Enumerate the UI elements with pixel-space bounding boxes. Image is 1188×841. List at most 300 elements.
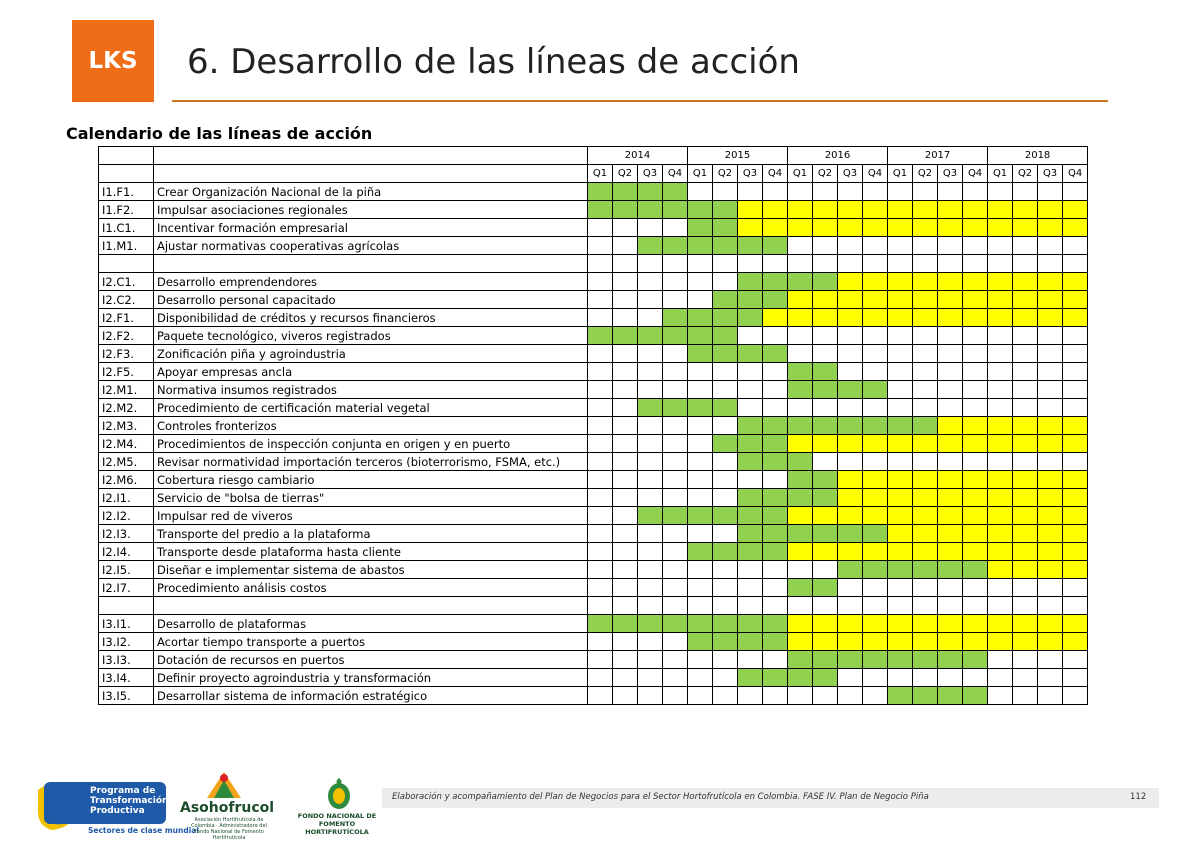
quarter-header: Q4 <box>663 165 688 183</box>
schedule-cell-green <box>713 291 738 309</box>
schedule-cell-yellow <box>988 291 1013 309</box>
asohofrucol-subtitle: Asociación Hortifrutícola de Colombia · Administradora del Fondo Nacional de Fomento Hortifrutícola <box>191 817 267 841</box>
schedule-cell-yellow <box>913 273 938 291</box>
schedule-cell-green <box>738 345 763 363</box>
schedule-cell-empty <box>813 237 838 255</box>
schedule-cell-empty <box>663 651 688 669</box>
schedule-cell-empty <box>588 219 613 237</box>
schedule-cell-empty <box>938 363 963 381</box>
schedule-cell-yellow <box>1013 543 1038 561</box>
schedule-cell-empty <box>913 669 938 687</box>
schedule-cell-green <box>688 633 713 651</box>
table-row <box>99 201 1088 219</box>
schedule-cell-empty <box>613 417 638 435</box>
header-blank-code <box>99 147 154 165</box>
schedule-cell-empty <box>588 525 613 543</box>
schedule-cell-empty <box>738 363 763 381</box>
schedule-cell-empty <box>1013 255 1038 273</box>
action-code: I3.I4. <box>99 669 154 687</box>
table-row <box>99 507 1088 525</box>
schedule-cell-yellow <box>988 525 1013 543</box>
schedule-cell-yellow <box>988 309 1013 327</box>
schedule-cell-yellow <box>1013 435 1038 453</box>
gantt-calendar-table <box>98 146 1088 705</box>
schedule-cell-green <box>588 327 613 345</box>
schedule-cell-green <box>788 651 813 669</box>
schedule-cell-green <box>738 507 763 525</box>
schedule-cell-yellow <box>1063 561 1088 579</box>
table-row <box>99 417 1088 435</box>
action-name: Procedimiento análisis costos <box>154 579 588 597</box>
schedule-cell-empty <box>1013 237 1038 255</box>
schedule-cell-yellow <box>1063 615 1088 633</box>
schedule-cell-green <box>913 651 938 669</box>
table-row <box>99 219 1088 237</box>
schedule-cell-yellow <box>888 309 913 327</box>
schedule-cell-empty <box>588 399 613 417</box>
schedule-cell-empty <box>713 687 738 705</box>
schedule-cell-yellow <box>938 435 963 453</box>
schedule-cell-green <box>938 687 963 705</box>
schedule-cell-green <box>963 561 988 579</box>
quarter-header: Q3 <box>638 165 663 183</box>
schedule-cell-green <box>713 399 738 417</box>
schedule-cell-empty <box>763 579 788 597</box>
schedule-cell-empty <box>1013 327 1038 345</box>
schedule-cell-empty <box>963 363 988 381</box>
schedule-cell-green <box>763 453 788 471</box>
table-row <box>99 525 1088 543</box>
schedule-cell-empty <box>638 417 663 435</box>
schedule-cell-empty <box>1038 399 1063 417</box>
schedule-cell-yellow <box>788 219 813 237</box>
table-row <box>99 255 1088 273</box>
schedule-cell-yellow <box>813 633 838 651</box>
table-row <box>99 669 1088 687</box>
quarter-header: Q4 <box>1063 165 1088 183</box>
schedule-cell-empty <box>788 399 813 417</box>
schedule-cell-yellow <box>1063 525 1088 543</box>
section-subtitle: Calendario de las líneas de acción <box>66 124 373 143</box>
action-code: I2.M1. <box>99 381 154 399</box>
schedule-cell-green <box>813 579 838 597</box>
schedule-cell-empty <box>613 633 638 651</box>
schedule-cell-empty <box>588 363 613 381</box>
schedule-cell-yellow <box>913 525 938 543</box>
schedule-cell-green <box>638 237 663 255</box>
schedule-cell-yellow <box>788 633 813 651</box>
schedule-cell-empty <box>963 669 988 687</box>
schedule-cell-yellow <box>1013 633 1038 651</box>
schedule-cell-yellow <box>938 489 963 507</box>
schedule-cell-empty <box>1038 453 1063 471</box>
year-header: 2016 <box>788 147 888 165</box>
schedule-cell-empty <box>688 417 713 435</box>
schedule-cell-yellow <box>963 435 988 453</box>
schedule-cell-empty <box>663 417 688 435</box>
schedule-cell-empty <box>688 651 713 669</box>
schedule-cell-empty <box>738 327 763 345</box>
schedule-cell-yellow <box>788 291 813 309</box>
schedule-cell-empty <box>813 255 838 273</box>
schedule-cell-green <box>813 669 838 687</box>
schedule-cell-green <box>813 489 838 507</box>
schedule-cell-yellow <box>1013 471 1038 489</box>
schedule-cell-empty <box>1013 345 1038 363</box>
schedule-cell-yellow <box>938 615 963 633</box>
schedule-cell-yellow <box>938 633 963 651</box>
schedule-cell-empty <box>663 489 688 507</box>
schedule-cell-empty <box>988 345 1013 363</box>
schedule-cell-yellow <box>1063 273 1088 291</box>
schedule-cell-green <box>763 543 788 561</box>
schedule-cell-empty <box>638 687 663 705</box>
schedule-cell-yellow <box>813 219 838 237</box>
action-code: I1.F2. <box>99 201 154 219</box>
schedule-cell-yellow <box>988 561 1013 579</box>
schedule-cell-empty <box>638 543 663 561</box>
table-row <box>99 237 1088 255</box>
schedule-cell-green <box>913 417 938 435</box>
schedule-cell-green <box>638 507 663 525</box>
schedule-cell-empty <box>638 489 663 507</box>
schedule-cell-yellow <box>838 615 863 633</box>
schedule-cell-yellow <box>938 309 963 327</box>
schedule-cell-green <box>763 345 788 363</box>
schedule-cell-empty <box>813 597 838 615</box>
schedule-cell-yellow <box>838 309 863 327</box>
schedule-cell-empty <box>863 363 888 381</box>
page-title: 6. Desarrollo de las líneas de acción <box>187 42 800 82</box>
schedule-cell-yellow <box>888 291 913 309</box>
schedule-cell-empty <box>738 561 763 579</box>
schedule-cell-yellow <box>1063 201 1088 219</box>
schedule-cell-empty <box>813 561 838 579</box>
schedule-cell-empty <box>688 687 713 705</box>
schedule-cell-empty <box>1038 345 1063 363</box>
schedule-cell-empty <box>788 561 813 579</box>
schedule-cell-yellow <box>1063 543 1088 561</box>
schedule-cell-green <box>713 309 738 327</box>
schedule-cell-yellow <box>763 219 788 237</box>
schedule-cell-green <box>713 237 738 255</box>
schedule-cell-yellow <box>938 471 963 489</box>
quarter-header: Q2 <box>713 165 738 183</box>
schedule-cell-empty <box>888 183 913 201</box>
schedule-cell-yellow <box>788 543 813 561</box>
schedule-cell-empty <box>963 579 988 597</box>
action-name: Disponibilidad de créditos y recursos financieros <box>154 309 588 327</box>
schedule-cell-empty <box>663 669 688 687</box>
action-code: I2.C2. <box>99 291 154 309</box>
schedule-cell-empty <box>713 561 738 579</box>
action-code: I2.F5. <box>99 363 154 381</box>
schedule-cell-empty <box>638 471 663 489</box>
schedule-cell-empty <box>613 525 638 543</box>
schedule-cell-yellow <box>938 201 963 219</box>
schedule-cell-empty <box>688 525 713 543</box>
schedule-cell-green <box>663 615 688 633</box>
schedule-cell-empty <box>638 525 663 543</box>
action-code: I2.F1. <box>99 309 154 327</box>
schedule-cell-green <box>588 183 613 201</box>
schedule-cell-empty <box>963 381 988 399</box>
schedule-cell-empty <box>713 453 738 471</box>
schedule-cell-yellow <box>838 633 863 651</box>
schedule-cell-yellow <box>813 201 838 219</box>
schedule-cell-yellow <box>863 435 888 453</box>
schedule-cell-green <box>863 417 888 435</box>
schedule-cell-empty <box>688 453 713 471</box>
schedule-cell-empty <box>1038 597 1063 615</box>
schedule-cell-empty <box>1013 579 1038 597</box>
schedule-cell-empty <box>688 561 713 579</box>
schedule-cell-empty <box>688 363 713 381</box>
schedule-cell-empty <box>688 291 713 309</box>
table-row <box>99 633 1088 651</box>
schedule-cell-empty <box>638 273 663 291</box>
schedule-cell-empty <box>938 669 963 687</box>
action-code <box>99 597 154 615</box>
asohofrucol-name: Asohofrucol <box>180 800 275 816</box>
schedule-cell-empty <box>988 363 1013 381</box>
action-name: Diseñar e implementar sistema de abastos <box>154 561 588 579</box>
schedule-cell-yellow <box>913 633 938 651</box>
schedule-cell-empty <box>763 255 788 273</box>
schedule-cell-empty <box>1038 183 1063 201</box>
schedule-cell-yellow <box>1038 543 1063 561</box>
quarter-header: Q1 <box>788 165 813 183</box>
schedule-cell-empty <box>663 345 688 363</box>
schedule-cell-empty <box>738 687 763 705</box>
schedule-cell-empty <box>613 219 638 237</box>
schedule-cell-empty <box>663 633 688 651</box>
schedule-cell-green <box>713 345 738 363</box>
schedule-cell-yellow <box>1063 309 1088 327</box>
schedule-cell-green <box>738 435 763 453</box>
action-code: I2.I2. <box>99 507 154 525</box>
schedule-cell-yellow <box>888 435 913 453</box>
schedule-cell-green <box>613 201 638 219</box>
schedule-cell-empty <box>688 669 713 687</box>
schedule-cell-empty <box>588 435 613 453</box>
schedule-cell-empty <box>888 579 913 597</box>
schedule-cell-yellow <box>988 489 1013 507</box>
schedule-cell-yellow <box>988 471 1013 489</box>
schedule-cell-empty <box>663 525 688 543</box>
table-row <box>99 543 1088 561</box>
schedule-cell-green <box>963 651 988 669</box>
schedule-cell-yellow <box>838 435 863 453</box>
schedule-cell-yellow <box>788 507 813 525</box>
schedule-cell-empty <box>588 291 613 309</box>
schedule-cell-yellow <box>1038 291 1063 309</box>
quarter-header: Q1 <box>988 165 1013 183</box>
schedule-cell-yellow <box>988 201 1013 219</box>
schedule-cell-yellow <box>863 291 888 309</box>
schedule-cell-yellow <box>988 615 1013 633</box>
schedule-cell-yellow <box>913 471 938 489</box>
schedule-cell-empty <box>613 651 638 669</box>
schedule-cell-yellow <box>988 507 1013 525</box>
schedule-cell-green <box>763 633 788 651</box>
schedule-cell-yellow <box>963 507 988 525</box>
schedule-cell-empty <box>938 381 963 399</box>
schedule-cell-empty <box>913 363 938 381</box>
schedule-cell-green <box>613 183 638 201</box>
schedule-cell-empty <box>638 255 663 273</box>
schedule-cell-empty <box>1038 327 1063 345</box>
table-row <box>99 327 1088 345</box>
schedule-cell-yellow <box>888 525 913 543</box>
schedule-cell-yellow <box>1038 273 1063 291</box>
schedule-cell-empty <box>988 237 1013 255</box>
action-code: I2.I3. <box>99 525 154 543</box>
schedule-cell-green <box>738 633 763 651</box>
quarter-header: Q1 <box>588 165 613 183</box>
schedule-cell-green <box>913 687 938 705</box>
schedule-cell-empty <box>663 363 688 381</box>
schedule-cell-yellow <box>788 201 813 219</box>
schedule-cell-yellow <box>1038 201 1063 219</box>
schedule-cell-yellow <box>888 273 913 291</box>
action-name: Impulsar asociaciones regionales <box>154 201 588 219</box>
action-code: I3.I1. <box>99 615 154 633</box>
schedule-cell-empty <box>863 687 888 705</box>
schedule-cell-empty <box>638 453 663 471</box>
schedule-cell-empty <box>963 597 988 615</box>
schedule-cell-yellow <box>963 633 988 651</box>
action-code: I2.M5. <box>99 453 154 471</box>
schedule-cell-empty <box>588 669 613 687</box>
schedule-cell-green <box>663 183 688 201</box>
schedule-cell-empty <box>1063 363 1088 381</box>
quarter-header: Q2 <box>913 165 938 183</box>
year-header: 2017 <box>888 147 988 165</box>
schedule-cell-yellow <box>738 219 763 237</box>
schedule-cell-green <box>788 579 813 597</box>
schedule-cell-green <box>763 525 788 543</box>
table-row <box>99 687 1088 705</box>
schedule-cell-green <box>788 273 813 291</box>
schedule-cell-empty <box>813 399 838 417</box>
schedule-cell-empty <box>863 579 888 597</box>
quarter-header: Q2 <box>613 165 638 183</box>
schedule-cell-yellow <box>1038 489 1063 507</box>
quarter-header: Q4 <box>963 165 988 183</box>
schedule-cell-empty <box>888 363 913 381</box>
schedule-cell-empty <box>613 579 638 597</box>
schedule-cell-green <box>888 417 913 435</box>
schedule-cell-yellow <box>963 615 988 633</box>
schedule-cell-empty <box>813 453 838 471</box>
schedule-cell-yellow <box>813 435 838 453</box>
schedule-cell-green <box>813 471 838 489</box>
schedule-cell-empty <box>638 381 663 399</box>
schedule-cell-empty <box>813 687 838 705</box>
schedule-cell-empty <box>613 597 638 615</box>
action-code: I2.I5. <box>99 561 154 579</box>
schedule-cell-empty <box>888 453 913 471</box>
schedule-cell-empty <box>663 543 688 561</box>
schedule-cell-yellow <box>988 417 1013 435</box>
schedule-cell-empty <box>1038 255 1063 273</box>
schedule-cell-green <box>763 237 788 255</box>
schedule-cell-empty <box>1063 327 1088 345</box>
schedule-cell-green <box>863 651 888 669</box>
schedule-cell-empty <box>613 507 638 525</box>
schedule-cell-empty <box>688 255 713 273</box>
schedule-cell-green <box>788 471 813 489</box>
action-name: Incentivar formación empresarial <box>154 219 588 237</box>
schedule-cell-empty <box>588 543 613 561</box>
schedule-cell-empty <box>863 399 888 417</box>
action-code: I2.C1. <box>99 273 154 291</box>
schedule-cell-yellow <box>1063 219 1088 237</box>
schedule-cell-green <box>688 543 713 561</box>
action-name: Desarrollar sistema de información estratégico <box>154 687 588 705</box>
schedule-cell-yellow <box>988 273 1013 291</box>
schedule-cell-empty <box>1013 669 1038 687</box>
schedule-cell-empty <box>963 237 988 255</box>
schedule-cell-empty <box>663 435 688 453</box>
schedule-cell-green <box>863 525 888 543</box>
schedule-cell-empty <box>763 561 788 579</box>
schedule-cell-green <box>688 219 713 237</box>
schedule-cell-empty <box>788 345 813 363</box>
schedule-cell-empty <box>963 327 988 345</box>
schedule-cell-green <box>613 615 638 633</box>
schedule-cell-yellow <box>1013 507 1038 525</box>
schedule-cell-empty <box>888 255 913 273</box>
schedule-cell-green <box>738 543 763 561</box>
schedule-cell-yellow <box>763 201 788 219</box>
schedule-cell-yellow <box>913 219 938 237</box>
schedule-cell-empty <box>1013 651 1038 669</box>
schedule-cell-yellow <box>888 201 913 219</box>
schedule-cell-empty <box>638 219 663 237</box>
schedule-cell-yellow <box>963 417 988 435</box>
schedule-cell-yellow <box>813 309 838 327</box>
schedule-cell-green <box>863 381 888 399</box>
schedule-cell-empty <box>963 453 988 471</box>
schedule-cell-empty <box>613 687 638 705</box>
action-code <box>99 255 154 273</box>
schedule-cell-empty <box>913 255 938 273</box>
schedule-cell-empty <box>638 597 663 615</box>
schedule-cell-green <box>663 399 688 417</box>
schedule-cell-empty <box>1038 651 1063 669</box>
schedule-cell-yellow <box>938 291 963 309</box>
schedule-cell-empty <box>888 237 913 255</box>
schedule-cell-green <box>888 651 913 669</box>
schedule-cell-empty <box>963 183 988 201</box>
quarter-header-row <box>99 165 1088 183</box>
quarter-header: Q3 <box>738 165 763 183</box>
schedule-cell-empty <box>838 453 863 471</box>
schedule-cell-empty <box>1038 363 1063 381</box>
action-name: Dotación de recursos en puertos <box>154 651 588 669</box>
schedule-cell-empty <box>588 417 613 435</box>
lks-logo-text: LKS <box>88 48 138 74</box>
schedule-cell-empty <box>638 435 663 453</box>
action-name: Apoyar empresas ancla <box>154 363 588 381</box>
schedule-cell-empty <box>913 453 938 471</box>
schedule-cell-empty <box>713 525 738 543</box>
schedule-cell-empty <box>788 327 813 345</box>
schedule-cell-empty <box>1063 183 1088 201</box>
lks-logo <box>72 20 154 102</box>
